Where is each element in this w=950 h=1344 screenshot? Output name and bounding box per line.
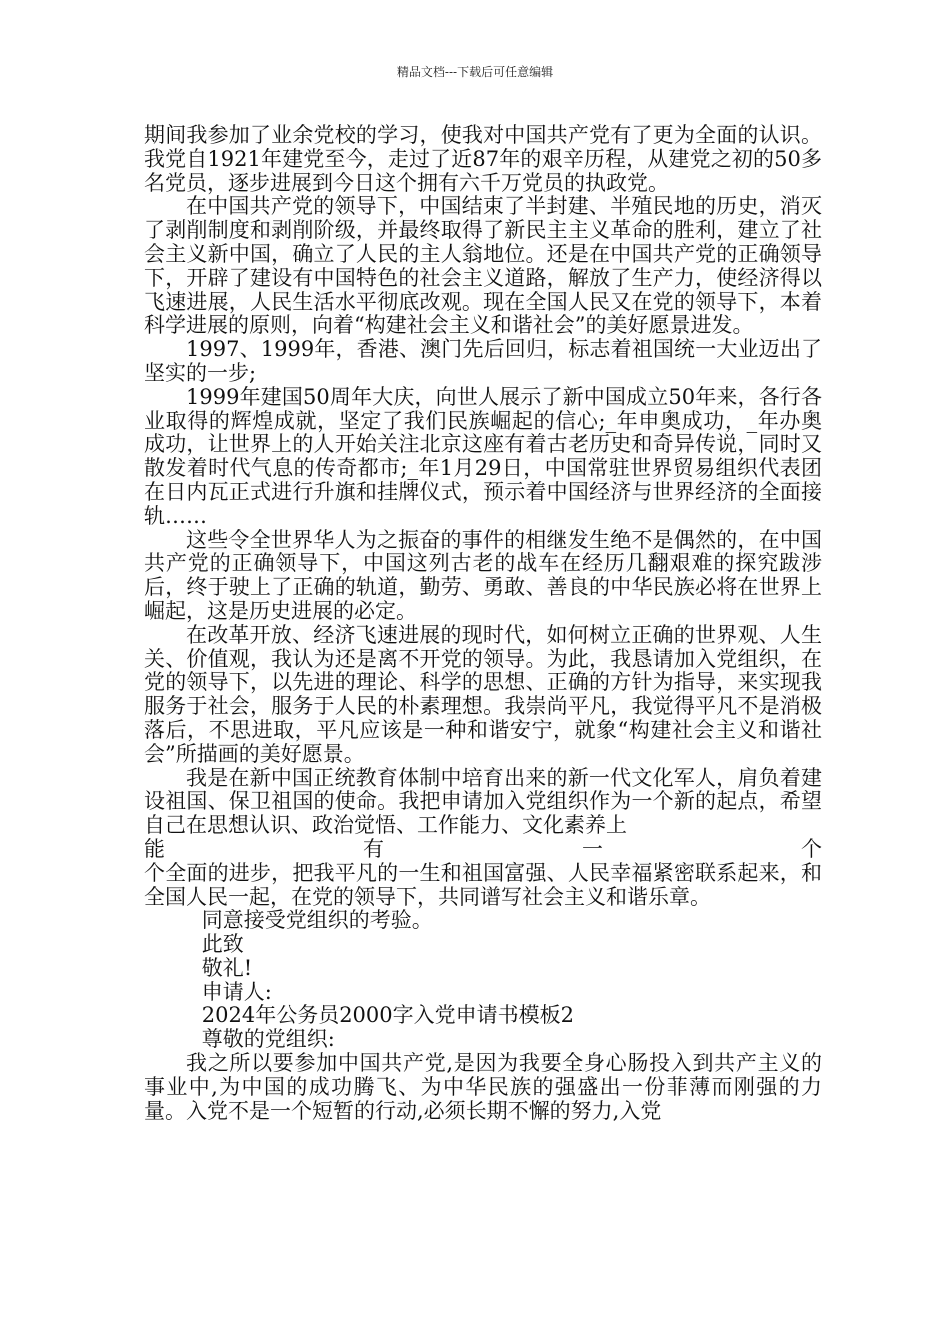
paragraph-new-starting-point: 我是在新中国正统教育体制中培育出来的新一代文化军人，肩负着建设祖国、保卫祖国的使命。我把申请加入党组织作为一个新的起点，希望自己在思想认识、政治觉悟、工作能力、文化素养上 bbox=[144, 765, 822, 838]
paragraph-not-accidental: 这些令全世界华人为之振奋的事件的相继发生绝不是偶然的，在中国共产党的正确领导下，中国这列古老的战车在经历几翻艰难的探究跋涉后，终于驶上了正确的轨道，勤劳、勇敢、善良的中华民族必将在世界上崛起，这是历史进展的必定。 bbox=[144, 527, 822, 623]
paragraph-hongkong-macau: 1997、1999年，香港、澳门先后回归，标志着祖国统一大业迈出了坚实的一步; bbox=[144, 337, 822, 385]
page-header: 精品文档---下载后可任意编辑 bbox=[396, 65, 554, 79]
paragraph-accept-test: 同意接受党组织的考验。 bbox=[201, 908, 433, 933]
paragraph-reform-era: 在改革开放、经济飞速进展的现时代，如何树立正确的世界观、人生关、价值观，我认为还是离不开党的领导。为此，我恳请加入党组织，在党的领导下，以先进的理论、科学的思想、正确的方针为指导，来实现我服务于社会，服务于人民的朴素理想。我崇尚平凡，我觉得平凡不是消极落后，不思进取，平凡应该是一种和谐安宁，就象“构建社会主义和谐社会”所描画的美好愿景。 bbox=[144, 622, 822, 766]
paragraph-why-join: 我之所以要参加中国共产党,是因为我要全身心肠投入到共产主义的事业中,为中国的成功腾飞、为中华民族的强盛出一份菲薄而刚强的力量。入党不是一个短暂的行动,必须长期不懈的努力,入党 bbox=[144, 1051, 822, 1123]
closing-cizhi: 此致 bbox=[201, 932, 244, 957]
paragraph-national-achievements: 1999年建国50周年大庆，向世人展示了新中国成立50年来，各行各业取得的辉煌成就，坚定了我们民族崛起的信心;_年申奥成功，_年办奥成功，让世界上的人开始关注北京这座有着古老历史和奇异传说，同时又散发着时代气息的传奇都市;_年1月29日，中国常驻世界贸易组织代表团在日内瓦正式进行升旗和挂牌仪式，预示着中国经济与世界经济的全面接轨…… bbox=[144, 384, 822, 528]
closing-jingli: 敬礼! bbox=[201, 955, 253, 980]
paragraph-harmony-chapter: 个全面的进步，把我平凡的一生和祖国富强、人民幸福紧密联系起来，和全国人民一起，在党的领导下，共同谱写社会主义和谐乐章。 bbox=[144, 860, 822, 909]
document-body bbox=[144, 124, 822, 1123]
paragraph-party-leadership: 在中国共产党的领导下，中国结束了半封建、半殖民地的历史，消灭了剥削制度和剥削阶级，并最终取得了新民主主义革命的胜利，建立了社会主义新中国，确立了人民的主人翁地位。还是在中国共产党的正确领导下，开辟了建设有中国特色的社会主义道路，解放了生产力，使经济得以飞速进展，人民生活水平彻底改观。现在全国人民又在党的领导下，本着科学进展的原则，向着“构建社会主义和谐社会”的美好愿景进发。 bbox=[144, 194, 822, 338]
paragraph-spread-line: 能 有 一 个 bbox=[144, 836, 822, 861]
paragraph-party-school: 期间我参加了业余党校的学习，使我对中国共产党有了更为全面的认识。我党自1921年建党至今，走过了近87年的艰辛历程，从建党之初的50多名党员，逐步进展到今日这个拥有六千万党员的执政党。 bbox=[144, 123, 822, 195]
applicant-label: 申请人: bbox=[201, 979, 272, 1004]
salutation-2: 尊敬的党组织: bbox=[201, 1027, 335, 1052]
template-title-2: 2024年公务员2000字入党申请书模板2 bbox=[201, 1003, 574, 1028]
